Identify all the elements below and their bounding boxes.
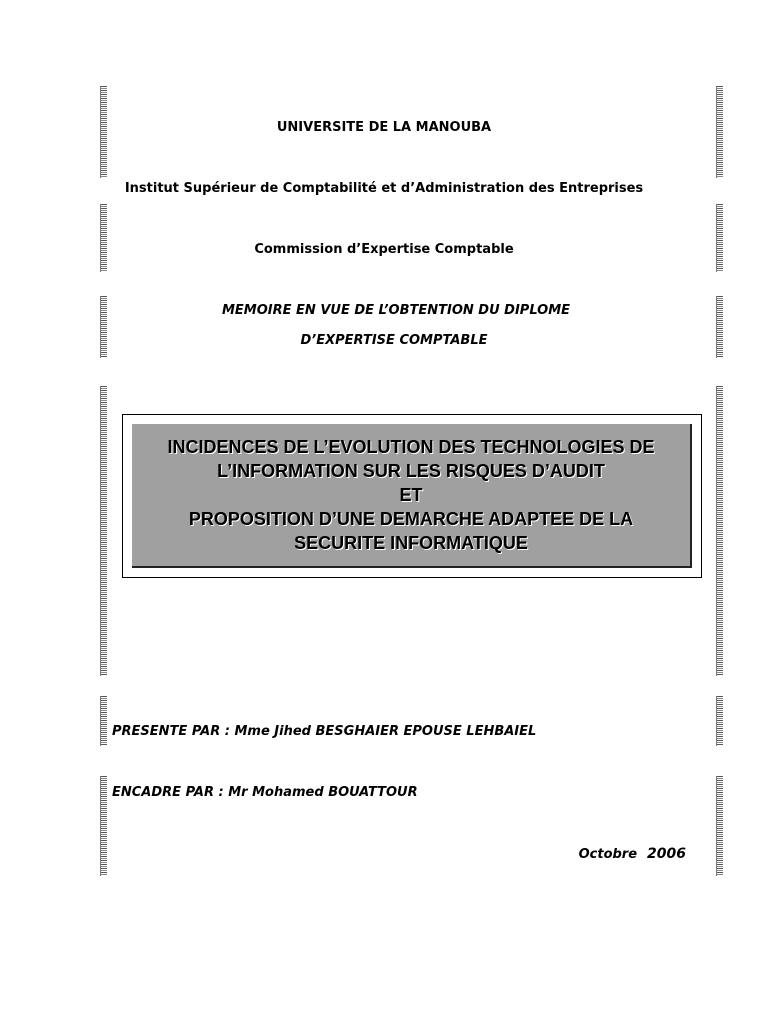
title-line-3: ET (399, 485, 423, 505)
border-segment (716, 386, 723, 676)
border-segment (716, 776, 723, 876)
institute-name: Institut Supérieur de Comptabilité et d’Administration des Entreprises (124, 181, 644, 196)
memoire-line-1: MEMOIRE EN VUE DE L’OBTENTION DU DIPLOME (221, 303, 571, 318)
document-date (579, 846, 686, 862)
border-segment (100, 696, 107, 746)
title-frame (122, 414, 702, 578)
border-segment (716, 204, 723, 272)
university-name: UNIVERSITE DE LA MANOUBA (276, 120, 492, 135)
right-decorative-border (716, 86, 722, 878)
memoire-line-2: D’EXPERTISE COMPTABLE (300, 333, 488, 348)
presented-by: PRESENTE PAR : Mme Jihed BESGHAIER EPOUSE LEHBAIEL (112, 724, 537, 739)
title-line-4: PROPOSITION D’UNE DEMARCHE ADAPTEE DE LA (188, 509, 634, 529)
date-year: 2006 (647, 846, 686, 862)
border-segment (100, 386, 107, 676)
title-line-5: SECURITE INFORMATIQUE (294, 533, 528, 553)
border-segment (716, 696, 723, 746)
commission-name: Commission d’Expertise Comptable (254, 242, 514, 257)
supervised-by: ENCADRE PAR : Mr Mohamed BOUATTOUR (112, 785, 418, 800)
title-line-2: L’INFORMATION SUR LES RISQUES D’AUDIT (217, 461, 605, 481)
left-decorative-border (100, 86, 106, 878)
border-segment (100, 204, 107, 272)
title-line-1: INCIDENCES DE L’EVOLUTION DES TECHNOLOGIES DE (167, 437, 655, 457)
border-segment (100, 776, 107, 876)
title-box (132, 424, 692, 568)
date-month: Octobre (578, 847, 638, 862)
